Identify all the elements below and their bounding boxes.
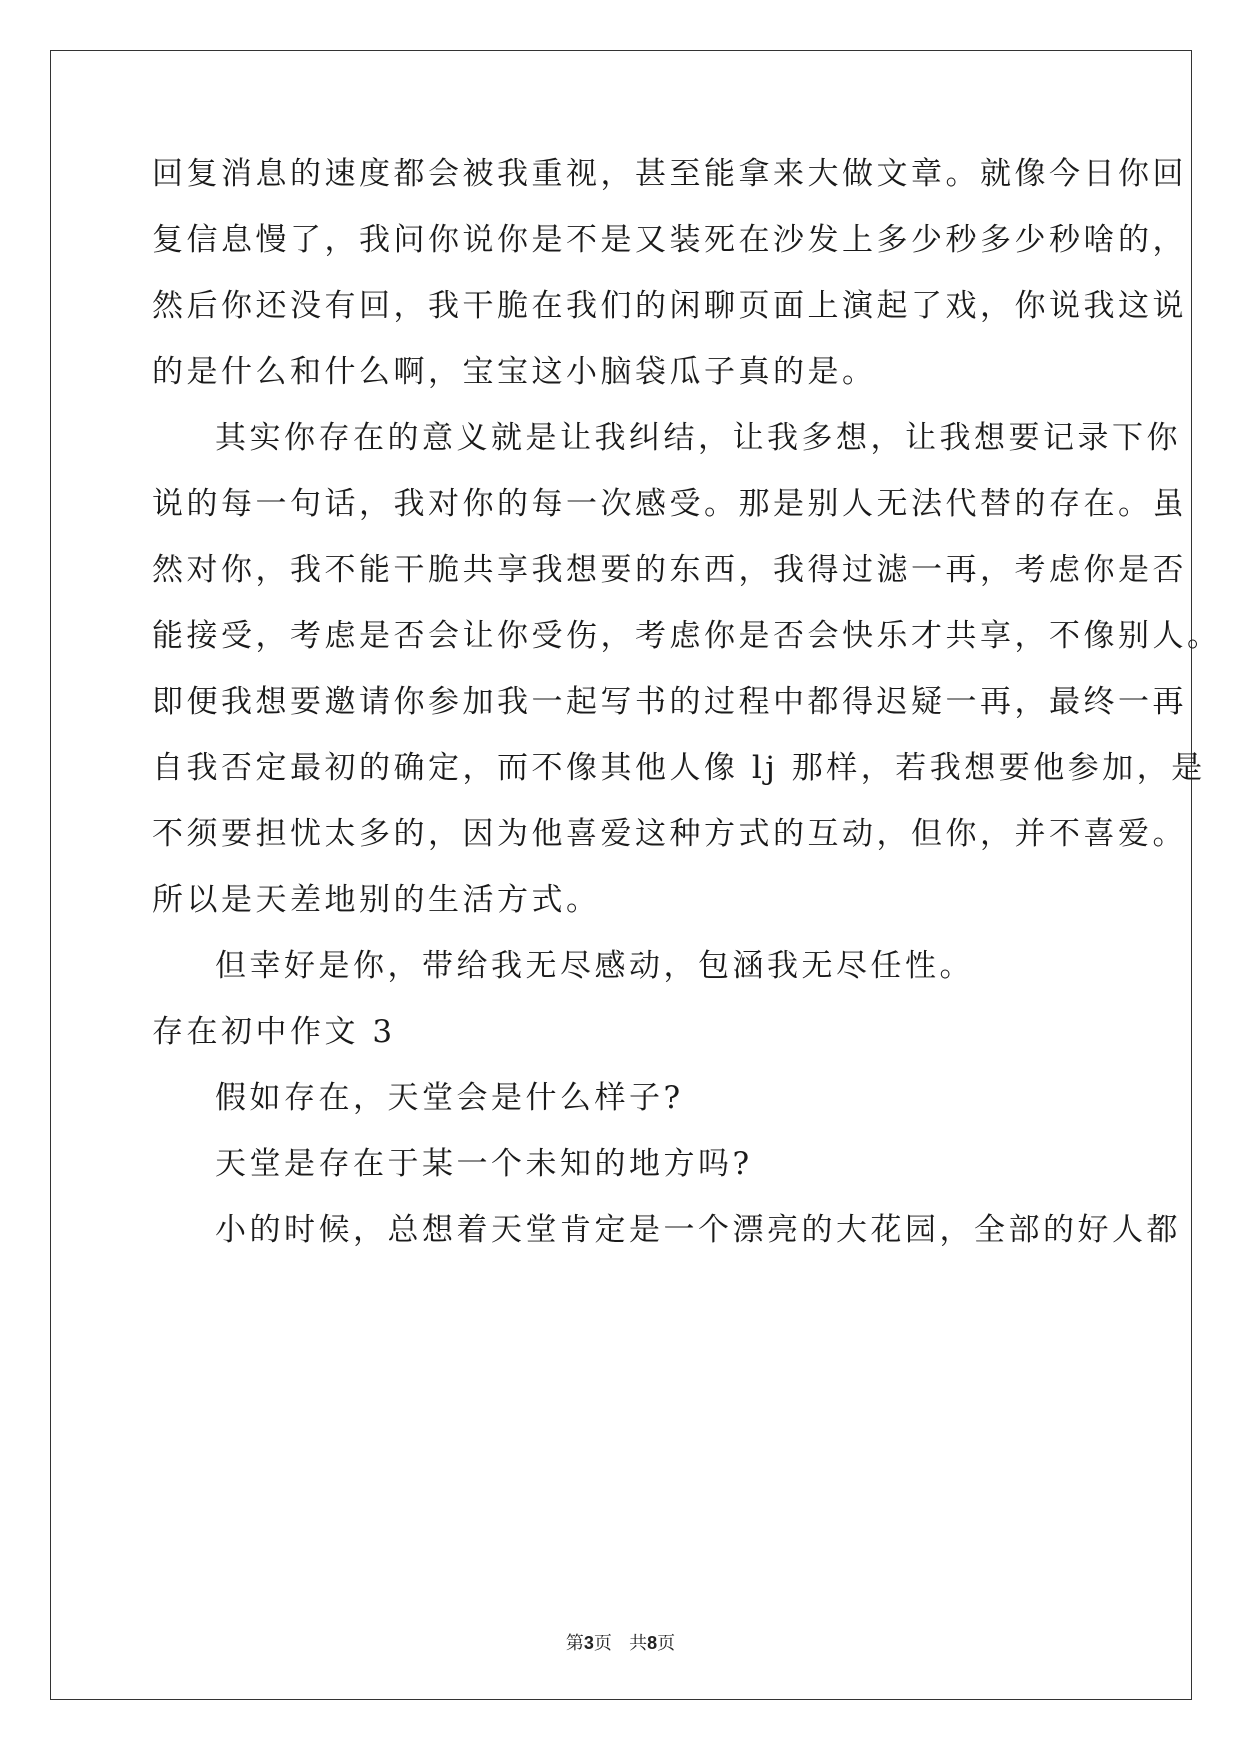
- text-line: 复信息慢了，我问你说你是不是又装死在沙发上多少秒多少秒啥的，: [152, 222, 1187, 258]
- page-suffix: 页: [593, 1633, 612, 1654]
- text-line: 能接受，考虑是否会让你受伤，考虑你是否会快乐才共享，不像别人。: [152, 618, 1222, 654]
- page-total: 8: [647, 1633, 658, 1653]
- text-line: 的是什么和什么啊，宝宝这小脑袋瓜子真的是。: [152, 354, 877, 390]
- section-heading: 存在初中作文 3: [152, 1014, 396, 1050]
- text-line: 小的时候，总想着天堂肯定是一个漂亮的大花园，全部的好人都: [215, 1212, 1181, 1248]
- total-suffix: 页: [657, 1633, 676, 1654]
- text-line: 其实你存在的意义就是让我纠结，让我多想，让我想要记录下你: [215, 420, 1181, 456]
- text-line: 然后你还没有回，我干脆在我们的闲聊页面上演起了戏，你说我这说: [152, 288, 1187, 324]
- text-line: 不须要担忧太多的，因为他喜爱这种方式的互动，但你，并不喜爱。: [152, 816, 1187, 852]
- total-prefix: 共: [629, 1633, 648, 1654]
- page-prefix: 第: [565, 1633, 584, 1654]
- text-line: 回复消息的速度都会被我重视，甚至能拿来大做文章。就像今日你回: [152, 156, 1187, 192]
- text-line: 即便我想要邀请你参加我一起写书的过程中都得迟疑一再，最终一再: [152, 684, 1187, 720]
- text-line: 然对你，我不能干脆共享我想要的东西，我得过滤一再，考虑你是否: [152, 552, 1187, 588]
- text-line: 自我否定最初的确定，而不像其他人像 lj 那样，若我想要他参加，是: [152, 750, 1206, 786]
- page-footer: [0, 1631, 1241, 1656]
- text-line: 天堂是存在于某一个未知的地方吗?: [215, 1146, 753, 1182]
- text-line: 说的每一句话，我对你的每一次感受。那是别人无法代替的存在。虽: [152, 486, 1187, 522]
- page-current: 3: [583, 1633, 594, 1653]
- text-line: 假如存在，天堂会是什么样子?: [215, 1080, 684, 1116]
- text-line: 所以是天差地别的生活方式。: [152, 882, 601, 918]
- text-line: 但幸好是你，带给我无尽感动，包涵我无尽任性。: [215, 948, 974, 984]
